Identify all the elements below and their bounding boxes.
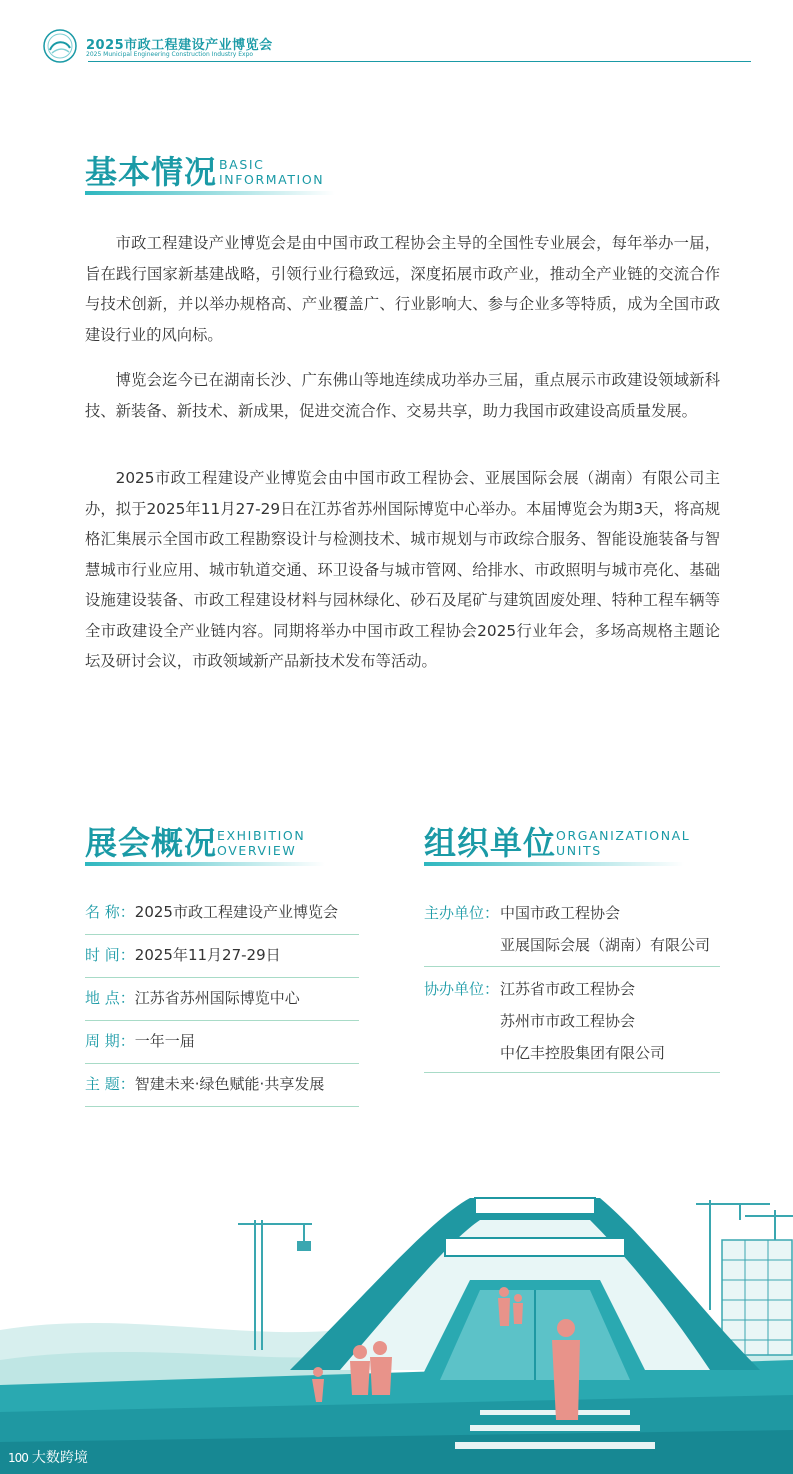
header-subtitle: 2025 Municipal Engineering Construction Industry Expo — [86, 51, 254, 58]
crane-left-icon — [238, 1220, 312, 1350]
city-bridge-illustration — [0, 1180, 793, 1474]
overview-row-time — [85, 935, 359, 978]
basic-title-cn: 基本情况 — [85, 153, 218, 191]
basic-title-en: BASIC INFORMATION — [219, 157, 325, 187]
overview-label: 时 间： — [85, 946, 135, 964]
organizers-title-cn: 组织单位 — [424, 824, 557, 862]
header-title: 2025市政工程建设产业博览会 — [86, 38, 273, 53]
header-divider — [88, 61, 751, 62]
organizers-section-heading — [424, 823, 724, 868]
overview-section-heading — [85, 823, 345, 868]
organizers-title-underline — [424, 862, 684, 866]
cohost-item: 江苏省市政工程协会 — [500, 980, 636, 998]
host-item: 亚展国际会展（湖南）有限公司 — [500, 936, 711, 954]
expo-logo-icon — [42, 28, 78, 64]
overview-value: 智建未来·绿色赋能·共享发展 — [134, 1075, 325, 1093]
overview-value: 2025年11月27-29日 — [134, 946, 281, 964]
overview-value: 一年一届 — [134, 1032, 195, 1050]
basic-section-heading — [85, 152, 345, 197]
host-item: 中国市政工程协会 — [500, 904, 621, 922]
overview-row-location — [85, 978, 359, 1021]
organizers-title-en: ORGANIZATIONAL UNITS — [556, 828, 691, 858]
overview-value: 江苏省苏州国际博览中心 — [134, 989, 300, 1007]
basic-paragraph-2: 博览会迄今已在湖南长沙、广东佛山等地连续成功举办三届，重点展示市政建设领域新科技、新装备、新技术、新成果，促进交流合作、交易共享，助力我国市政建设高质量发展。 — [85, 371, 720, 420]
overview-row-cycle — [85, 1021, 359, 1064]
overview-row-theme — [85, 1064, 359, 1107]
cohost-item: 中亿丰控股集团有限公司 — [500, 1044, 666, 1062]
overview-value: 2025市政工程建设产业博览会 — [134, 903, 338, 921]
overview-title-en: EXHIBITION OVERVIEW — [217, 828, 306, 858]
building-icon — [722, 1240, 792, 1355]
overview-row-name — [85, 892, 359, 935]
overview-title-cn: 展会概况 — [85, 824, 218, 862]
overview-label: 周 期： — [85, 1032, 135, 1050]
organizers-host-group — [424, 897, 720, 967]
basic-paragraph-1: 市政工程建设产业博览会是由中国市政工程协会主导的全国性专业展会，每年举办一届，旨在践行国家新基建战略，引领行业行稳致远，深度拓展市政产业，推动全产业链的交流合作与技术创新，并以举办规格高、产业覆盖广、行业影响大、参与企业多等特质，成为全国市政建设行业的风向标。 — [85, 234, 720, 344]
watermark — [8, 1447, 88, 1467]
overview-title-underline — [85, 862, 325, 866]
page-header — [0, 0, 793, 70]
basic-title-underline — [85, 191, 335, 195]
organizers-cohost-group — [424, 973, 720, 1073]
cohost-item: 苏州市市政工程协会 — [500, 1012, 636, 1030]
cohost-label: 协办单位： — [424, 980, 500, 998]
overview-label: 名 称： — [85, 903, 135, 921]
basic-paragraph-3: 2025市政工程建设产业博览会由中国市政工程协会、亚展国际会展（湖南）有限公司主办，拟于2025年11月27-29日在江苏省苏州国际博览中心举办。本届博览会为期3天，将高规格汇集展示全国市政工程勘察设计与检测技术、城市规划与市政综合服务、智能设施装备与智慧城市行业应用、城市轨道交通、环卫设备与城市管网、给排水、市政照明与城市亮化、基础设施建设装备、市政工程建设材料与园林绿化、砂石及尾矿与建筑固废处理、特种工程车辆等全市政建设全产业链内容。同期将举办中国市政工程协会2025行业年会，多场高规格主题论坛及研讨会议，市政领域新产品新技术发布等活动。 — [85, 469, 720, 670]
host-label: 主办单位： — [424, 904, 500, 922]
watermark-text: 大数跨境 — [31, 1450, 88, 1466]
watermark-logo-icon: 100 — [8, 1451, 28, 1465]
overview-label: 主 题： — [85, 1075, 135, 1093]
overview-label: 地 点： — [85, 989, 135, 1007]
